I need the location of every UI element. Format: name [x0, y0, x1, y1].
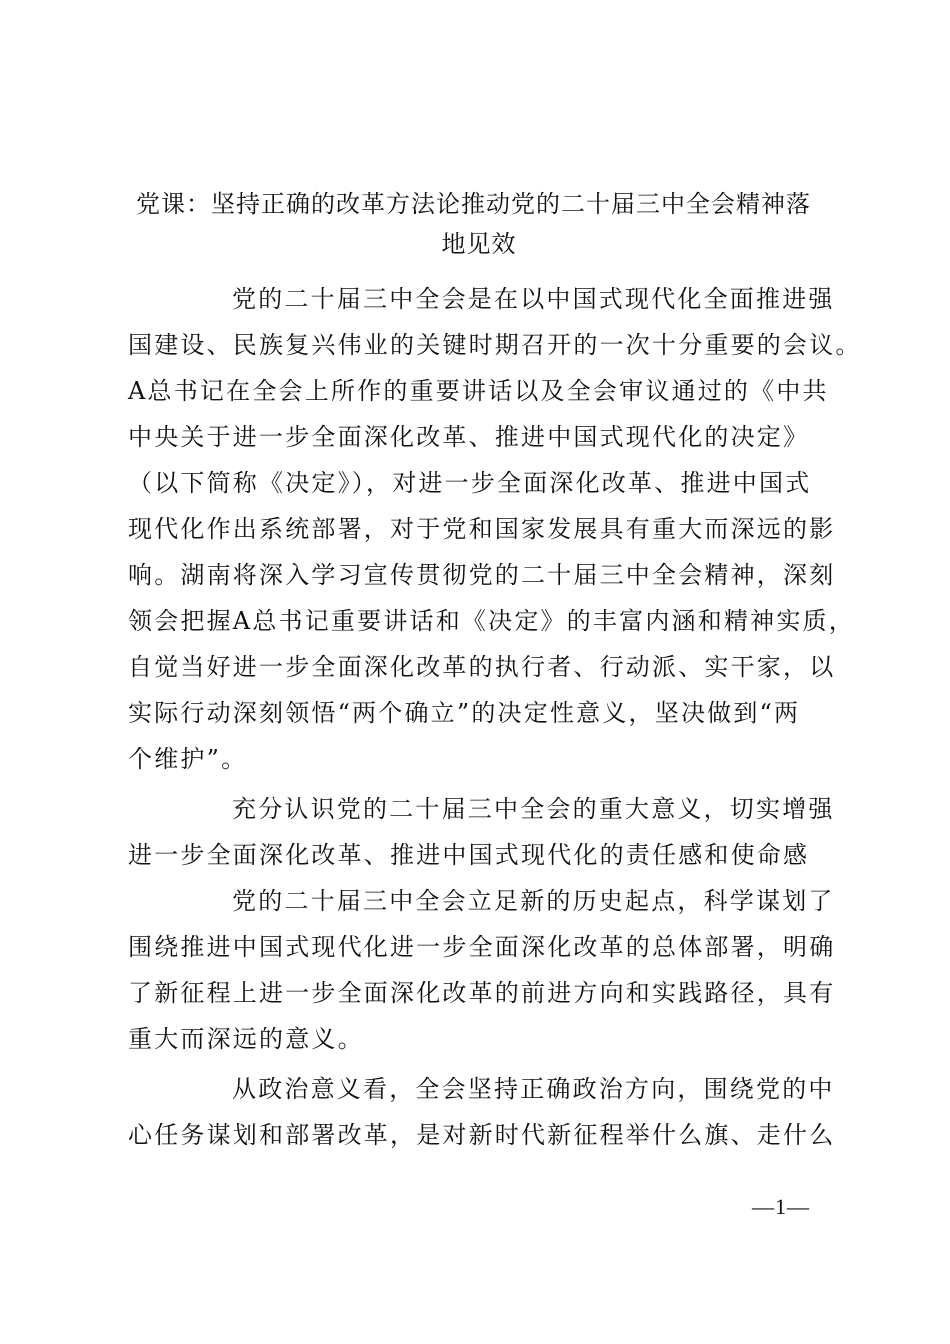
paragraph-line: A总书记在全会上所作的重要讲话以及全会审议通过的《中共 — [128, 377, 829, 405]
paragraph-line: 国建设、民族复兴伟业的关键时期召开的一次十分重要的会议。 — [128, 331, 862, 359]
paragraph-2 — [128, 878, 836, 1062]
document-body — [128, 276, 862, 1158]
paragraph-3 — [128, 1066, 836, 1158]
paragraph-line: 领会把握A总书记重要讲话和《决定》的丰富内涵和精神实质， — [128, 607, 855, 635]
paragraph-line: 响。湖南将深入学习宣传贯彻党的二十届三中全会精神，深刻 — [128, 561, 836, 589]
paragraph-line: 从政治意义看，全会坚持正确政治方向，围绕党的中 — [232, 1075, 835, 1103]
paragraph-line: 党的二十届三中全会是在以中国式现代化全面推进强 — [232, 285, 835, 313]
paragraph-1 — [128, 276, 862, 782]
page-number: —1— — [752, 1194, 810, 1219]
paragraph-line: 进一步全面深化改革、推进中国式现代化的责任感和使命感 — [128, 841, 810, 869]
paragraph-line: 个维护”。 — [128, 745, 248, 773]
document-title — [128, 184, 830, 264]
section-heading — [128, 786, 835, 878]
title-line-1: 党课：坚持正确的改革方法论推动党的二十届三中全会精神落 — [136, 190, 811, 218]
paragraph-line: （以下简称《决定》），对进一步全面深化改革、推进中国式 — [128, 469, 812, 497]
paragraph-line: 充分认识党的二十届三中全会的重大意义，切实增强 — [232, 795, 835, 823]
paragraph-line: 自觉当好进一步全面深化改革的执行者、行动派、实干家，以 — [128, 653, 836, 681]
paragraph-line: 中央关于进一步全面深化改革、推进中国式现代化的决定》 — [128, 423, 810, 451]
paragraph-line: 重大而深远的意义。 — [128, 1025, 364, 1053]
paragraph-line: 心任务谋划和部署改革，是对新时代新征程举什么旗、走什么 — [128, 1121, 836, 1149]
paragraph-line: 了新征程上进一步全面深化改革的前进方向和实践路径，具有 — [128, 979, 836, 1007]
paragraph-line: 围绕推进中国式现代化进一步全面深化改革的总体部署，明确 — [128, 933, 836, 961]
paragraph-line: 实际行动深刻领悟“两个确立”的决定性意义，坚决做到“两 — [128, 699, 801, 727]
paragraph-line: 党的二十届三中全会立足新的历史起点，科学谋划了 — [232, 887, 835, 915]
title-line-2: 地见效 — [441, 230, 517, 258]
paragraph-line: 现代化作出系统部署，对于党和国家发展具有重大而深远的影 — [128, 515, 836, 543]
